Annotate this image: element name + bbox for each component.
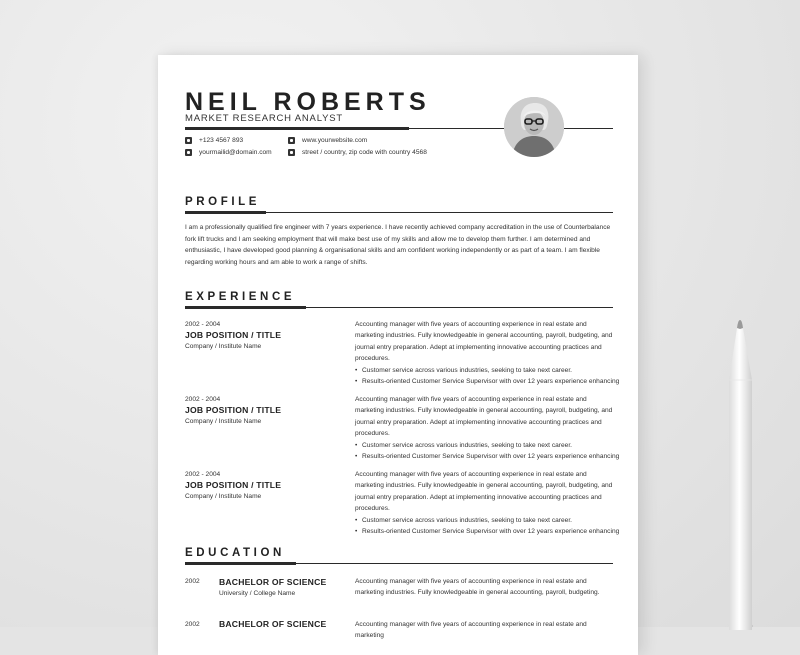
- education-rule-accent: [185, 562, 296, 565]
- contact-email-text: yourmailid@domain.com: [199, 149, 272, 156]
- job-title: JOB POSITION / TITLE: [185, 405, 282, 415]
- education-description: Accounting manager with five years of accounting experience in real estate and marketing industries. Fully knowledgeable in general accounting, payroll, budgeting.: [355, 578, 600, 597]
- mail-icon: [185, 149, 192, 156]
- job-dates: 2002 - 2004: [185, 471, 221, 478]
- job-description: [355, 394, 620, 462]
- education-heading: EDUCATION: [185, 547, 285, 559]
- avatar: [504, 97, 564, 157]
- education-year: 2002: [185, 621, 200, 628]
- contact-phone-text: +123 4567 893: [199, 137, 244, 144]
- job-company: Company / Institute Name: [185, 493, 262, 500]
- job-bullet: • Customer service across various industries, seeking to take next career.: [355, 365, 617, 376]
- job-title: JOB POSITION / TITLE: [185, 330, 282, 340]
- education-year: 2002: [185, 578, 200, 585]
- contact-website: [288, 137, 367, 144]
- education-degree: BACHELOR OF SCIENCE: [219, 577, 327, 587]
- experience-rule-accent: [185, 306, 306, 309]
- resume-role: MARKET RESEARCH ANALYST: [185, 113, 343, 124]
- job-description: [355, 469, 620, 537]
- job-bullet: • Customer service across various industries, seeking to take next career.: [355, 515, 617, 526]
- education-school: University / College Name: [219, 590, 296, 597]
- job-description-text: Accounting manager with five years of accounting experience in real estate and marketing industries. Fully knowledgeable in general accounting, payroll, budgeting, and journal entry preparation. Adept at implementing innovative accounting practices and procedures.: [355, 321, 613, 363]
- contact-phone: [185, 137, 243, 144]
- job-description-text: Accounting manager with five years of accounting experience in real estate and marketing industries. Fully knowledgeable in general accounting, payroll, budgeting, and journal entry preparation. Adept at implementing innovative accounting practices and procedures.: [355, 396, 613, 438]
- profile-text: I am a professionally qualified fire engineer with 7 years experience. I have recently achieved company accreditation in the use of Counterbalance fork lift trucks and I am seeking employment that will make best use of my skills and allow me to develop them further. I am determined and enthusiastic, I have developed good planning & organisational skills and am confident working independently or as part of a team. I am flexible regarding working hours and am able to work a range of shifts.: [185, 224, 611, 266]
- job-bullet: • Results-oriented Customer Service Supervisor with over 12 years experience enhancing: [355, 451, 617, 462]
- job-bullets: [355, 440, 620, 463]
- job-title: JOB POSITION / TITLE: [185, 480, 282, 490]
- globe-icon: [288, 137, 295, 144]
- education-description: Accounting manager with five years of accounting experience in real estate and marketing: [355, 621, 587, 640]
- job-description-text: Accounting manager with five years of accounting experience in real estate and marketing industries. Fully knowledgeable in general accounting, payroll, budgeting, and journal entry preparation. Adept at implementing innovative accounting practices and procedures.: [355, 471, 613, 513]
- contact-address-text: street / country, zip code with country 4568: [302, 149, 427, 156]
- home-icon: [288, 149, 295, 156]
- resume-name: NEIL ROBERTS: [185, 88, 431, 116]
- contact-website-text: www.yourwebsite.com: [302, 137, 368, 144]
- profile-rule-accent: [185, 211, 266, 214]
- job-company: Company / Institute Name: [185, 343, 262, 350]
- profile-heading: PROFILE: [185, 196, 261, 208]
- job-bullet: • Results-oriented Customer Service Supervisor with over 12 years experience enhancing: [355, 526, 617, 537]
- job-dates: 2002 - 2004: [185, 321, 221, 328]
- job-dates: 2002 - 2004: [185, 396, 221, 403]
- stylus-pencil: [723, 320, 757, 630]
- portrait-photo: [504, 97, 564, 157]
- experience-heading: EXPERIENCE: [185, 291, 296, 303]
- contact-address: [288, 149, 427, 156]
- resume-page: [158, 55, 638, 655]
- education-degree: BACHELOR OF SCIENCE: [219, 619, 327, 629]
- job-bullets: [355, 515, 620, 538]
- job-description: [355, 319, 620, 387]
- header-rule-accent: [185, 127, 409, 130]
- job-bullet: • Customer service across various industries, seeking to take next career.: [355, 440, 617, 451]
- contact-email: [185, 149, 272, 156]
- job-company: Company / Institute Name: [185, 418, 262, 425]
- job-bullets: [355, 365, 620, 388]
- job-bullet: • Results-oriented Customer Service Supervisor with over 12 years experience enhancing: [355, 376, 617, 387]
- phone-icon: [185, 137, 192, 144]
